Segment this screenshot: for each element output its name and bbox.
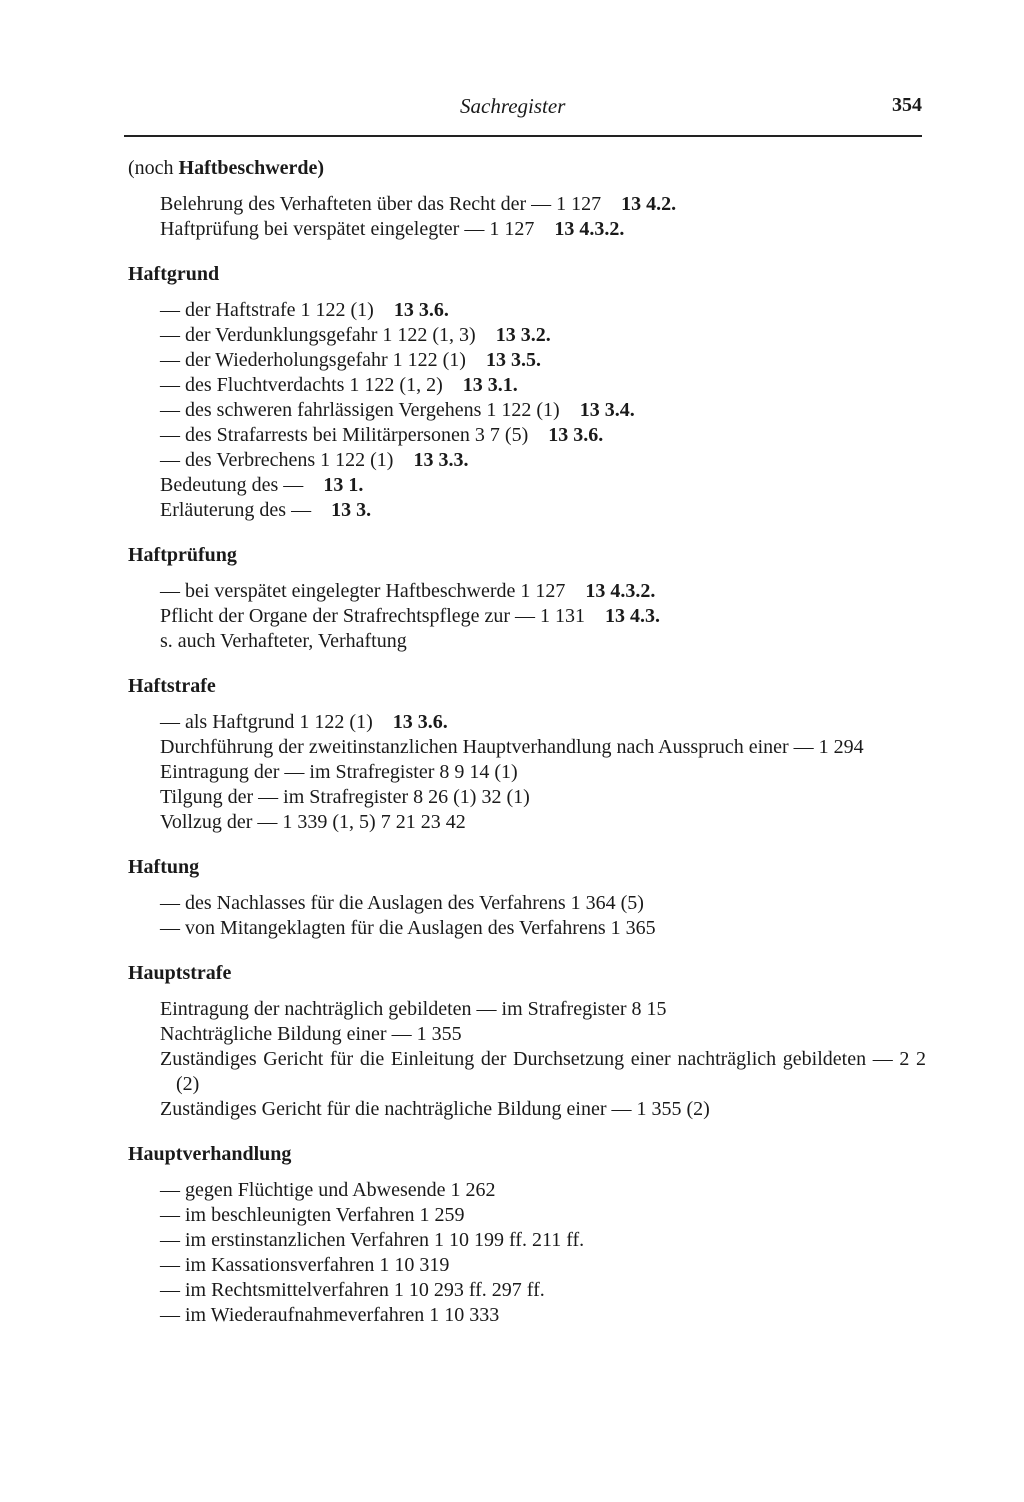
entry-dash: —	[160, 324, 185, 346]
index-entry	[128, 1253, 926, 1278]
index-entry	[128, 398, 926, 423]
entry-dash: —	[160, 374, 185, 396]
entry-text: als Haftgrund 1 122 (1)	[185, 711, 373, 733]
entry-text: Eintragung der — im Strafregister 8 9 14 (1)	[160, 761, 518, 783]
entry-text: des Nachlasses für die Auslagen des Verfahrens 1 364 (5)	[185, 892, 644, 914]
entry-text: des schweren fahrlässigen Vergehens 1 122 (1)	[185, 399, 560, 421]
entry-text: Zuständiges Gericht für die nachträgliche Bildung einer — 1 355 (2)	[160, 1098, 710, 1120]
section-heading	[128, 262, 926, 287]
entry-text: im Rechtsmittelverfahren 1 10 293 ff. 297 ff.	[185, 1279, 545, 1301]
entry-text: im beschleunigten Verfahren 1 259	[185, 1204, 465, 1226]
entry-text: Bedeutung des —	[160, 474, 304, 496]
heading-term: Hauptverhandlung	[128, 1143, 292, 1165]
entry-text: der Wiederholungsgefahr 1 122 (1)	[185, 349, 466, 371]
index-entry	[128, 735, 926, 760]
entry-dash: —	[160, 299, 185, 321]
entry-text: der Verdunklungsgefahr 1 122 (1, 3)	[185, 324, 476, 346]
entry-text: des Strafarrests bei Militärpersonen 3 7 (5)	[185, 424, 529, 446]
entry-reference: 13 3.	[331, 499, 372, 521]
running-title: Sachregister	[460, 94, 566, 118]
entry-text: Erläuterung des —	[160, 499, 312, 521]
index-entry	[128, 891, 926, 916]
index-entry	[128, 710, 926, 735]
index-entry	[128, 760, 926, 785]
entry-text: Durchführung der zweitinstanzlichen Hauptverhandlung nach Ausspruch einer — 1 294	[160, 736, 864, 758]
entry-dash: —	[160, 349, 185, 371]
entry-text: des Verbrechens 1 122 (1)	[185, 449, 394, 471]
entry-text: im erstinstanzlichen Verfahren 1 10 199 ff. 211 ff.	[185, 1229, 585, 1251]
heading-prefix: (noch	[128, 157, 179, 179]
entry-reference: 13 3.1.	[462, 374, 518, 396]
entry-dash: —	[160, 580, 185, 602]
entry-text: im Kassationsverfahren 1 10 319	[185, 1254, 450, 1276]
index-entry	[128, 498, 926, 523]
entry-reference: 13 3.4.	[579, 399, 635, 421]
entry-text: s. auch Verhafteter, Verhaftung	[160, 630, 407, 652]
entry-text: gegen Flüchtige und Abwesende 1 262	[185, 1179, 496, 1201]
entry-dash: —	[160, 1179, 185, 1201]
index-entry	[128, 810, 926, 835]
index-entry	[128, 1303, 926, 1328]
index-entry	[128, 423, 926, 448]
section-heading	[128, 1142, 926, 1167]
entry-reference: 13 3.3.	[413, 449, 469, 471]
section-heading	[128, 674, 926, 699]
index-entry	[128, 192, 926, 217]
section-heading	[128, 543, 926, 568]
index-entry	[128, 785, 926, 810]
index-entry	[128, 604, 926, 629]
heading-suffix: )	[317, 157, 325, 179]
entry-dash: —	[160, 711, 185, 733]
index-entry	[128, 579, 926, 604]
index-entry	[128, 217, 926, 242]
heading-term: Haftgrund	[128, 263, 220, 285]
heading-term: Haftstrafe	[128, 675, 216, 697]
entry-dash: —	[160, 1304, 185, 1326]
entry-text: Tilgung der — im Strafregister 8 26 (1) 32 (1)	[160, 786, 530, 808]
entry-text: Pflicht der Organe der Strafrechtspflege zur — 1 131	[160, 605, 586, 627]
index-entry	[128, 323, 926, 348]
entry-text: von Mitangeklagten für die Auslagen des Verfahrens 1 365	[185, 917, 656, 939]
index-section	[128, 1142, 926, 1328]
entry-dash: —	[160, 449, 185, 471]
index-entry	[128, 473, 926, 498]
index-section	[128, 855, 926, 941]
index-entry	[128, 1097, 926, 1122]
entry-text: des Fluchtverdachts 1 122 (1, 2)	[185, 374, 443, 396]
index-section	[128, 156, 926, 242]
entry-dash: —	[160, 1204, 185, 1226]
section-heading	[128, 855, 926, 880]
entry-reference: 13 4.2.	[621, 193, 677, 215]
entry-dash: —	[160, 424, 185, 446]
entry-reference: 13 3.5.	[485, 349, 541, 371]
index-entry	[128, 916, 926, 941]
heading-term: Haftung	[128, 856, 200, 878]
heading-term: Haftprüfung	[128, 544, 237, 566]
entry-text: Zuständiges Gericht für die Einleitung der Durchsetzung einer nachträglich gebildeten — 2 2 (2)	[160, 1048, 926, 1095]
index-entry	[128, 448, 926, 473]
entry-reference: 13 4.3.2.	[585, 580, 656, 602]
entry-dash: —	[160, 892, 185, 914]
index-entry	[128, 1228, 926, 1253]
index-content	[128, 156, 926, 1348]
entry-reference: 13 3.2.	[495, 324, 551, 346]
entry-text: Nachträgliche Bildung einer — 1 355	[160, 1023, 462, 1045]
index-section	[128, 961, 926, 1122]
entry-text: Belehrung des Verhafteten über das Recht der — 1 127	[160, 193, 602, 215]
entry-dash: —	[160, 1279, 185, 1301]
entry-reference: 13 4.3.2.	[554, 218, 625, 240]
index-entry	[128, 1022, 926, 1047]
entry-dash: —	[160, 917, 185, 939]
entry-text: Eintragung der nachträglich gebildeten — im Strafregister 8 15	[160, 998, 667, 1020]
page-header	[124, 94, 922, 122]
entry-dash: —	[160, 1229, 185, 1251]
index-entry	[128, 1178, 926, 1203]
entry-reference: 13 4.3.	[605, 605, 661, 627]
entry-reference: 13 1.	[323, 474, 364, 496]
entry-text: im Wiederaufnahmeverfahren 1 10 333	[185, 1304, 500, 1326]
index-section	[128, 543, 926, 654]
index-entry	[128, 298, 926, 323]
page-number: 354	[892, 94, 922, 116]
entry-text: Haftprüfung bei verspätet eingelegter — 1 127	[160, 218, 535, 240]
index-entry	[128, 1278, 926, 1303]
index-section	[128, 674, 926, 835]
heading-term: Hauptstrafe	[128, 962, 232, 984]
entry-dash: —	[160, 399, 185, 421]
entry-text: bei verspätet eingelegter Haftbeschwerde 1 127	[185, 580, 566, 602]
section-heading	[128, 156, 926, 181]
entry-reference: 13 3.6.	[392, 711, 448, 733]
index-entry	[128, 629, 926, 654]
index-section	[128, 262, 926, 523]
entry-text: Vollzug der — 1 339 (1, 5) 7 21 23 42	[160, 811, 466, 833]
index-entry	[128, 997, 926, 1022]
entry-text: der Haftstrafe 1 122 (1)	[185, 299, 374, 321]
index-entry	[128, 348, 926, 373]
index-entry	[128, 1047, 926, 1097]
heading-term: Haftbeschwerde	[178, 157, 318, 179]
header-rule	[124, 135, 922, 137]
entry-reference: 13 3.6.	[548, 424, 604, 446]
index-entry	[128, 373, 926, 398]
index-entry	[128, 1203, 926, 1228]
entry-dash: —	[160, 1254, 185, 1276]
section-heading	[128, 961, 926, 986]
entry-reference: 13 3.6.	[393, 299, 449, 321]
